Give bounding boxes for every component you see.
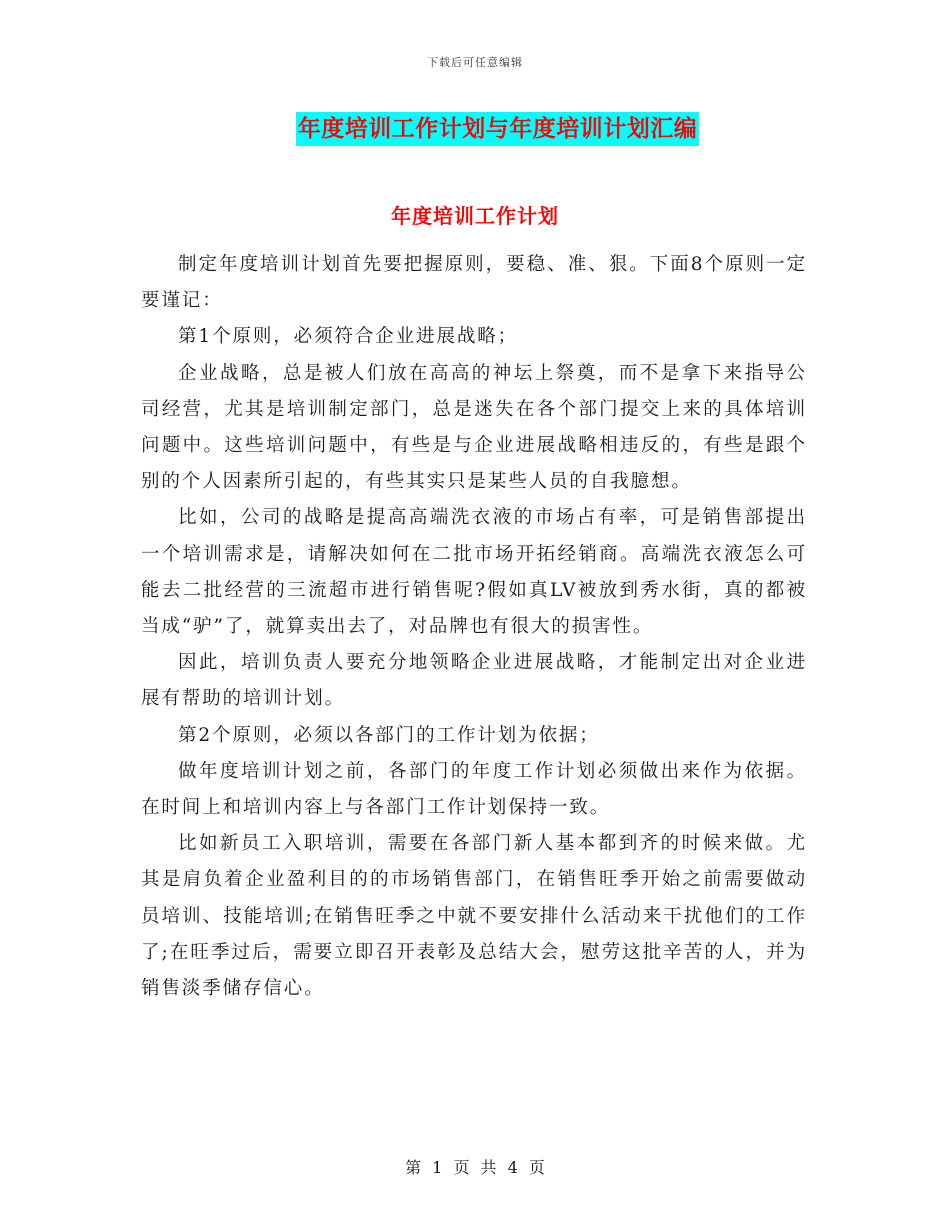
paragraph: 因此，培训负责人要充分地领略企业进展战略，才能制定出对企业进展有帮助的培训计划。	[141, 652, 807, 710]
paragraph: 制定年度培训计划首先要把握原则，要稳、准、狠。下面8个原则一定要谨记：	[141, 254, 807, 312]
paragraph: 比如，公司的战略是提高高端洗衣液的市场占有率，可是销售部提出一个培训需求是，请解决如何在二批市场开拓经销商。高端洗衣液怎么可能去二批经营的三流超市进行销售呢?假如真LV被放到秀水街，真的都被当成“驴”了，就算卖出去了，对品牌也有很大的损害性。	[141, 507, 807, 638]
page-number-footer: 第 1 页 共 4 页	[405, 1158, 545, 1177]
section-title: 年度培训工作计划	[391, 204, 559, 228]
body-text	[141, 247, 807, 1007]
main-title: 年度培训工作计划与年度培训计划汇编	[296, 112, 700, 146]
paragraph: 比如新员工入职培训，需要在各部门新人基本都到齐的时候来做。尤其是肩负着企业盈利目的的市场销售部门，在销售旺季开始之前需要做动员培训、技能培训;在销售旺季之中就不要安排什么活动来干扰他们的工作了;在旺季过后，需要立即召开表彰及总结大会，慰劳这批辛苦的人，并为销售淡季储存信心。	[141, 833, 807, 1000]
paragraph: 企业战略，总是被人们放在高高的神坛上祭奠，而不是拿下来指导公司经营，尤其是培训制定部门，总是迷失在各个部门提交上来的具体培训问题中。这些培训问题中，有些是与企业进展战略相违反的，有些是跟个别的个人因素所引起的，有些其实只是某些人员的自我臆想。	[141, 362, 807, 493]
paragraph: 第2个原则，必须以各部门的工作计划为依据；	[178, 724, 600, 746]
paragraph: 做年度培训计划之前，各部门的年度工作计划必须做出来作为依据。在时间上和培训内容上与各部门工作计划保持一致。	[141, 760, 807, 819]
header-note: 下载后可任意编辑	[427, 56, 523, 69]
main-title-wrap	[0, 112, 950, 146]
paragraph: 第1个原则，必须符合企业进展战略；	[178, 326, 519, 348]
